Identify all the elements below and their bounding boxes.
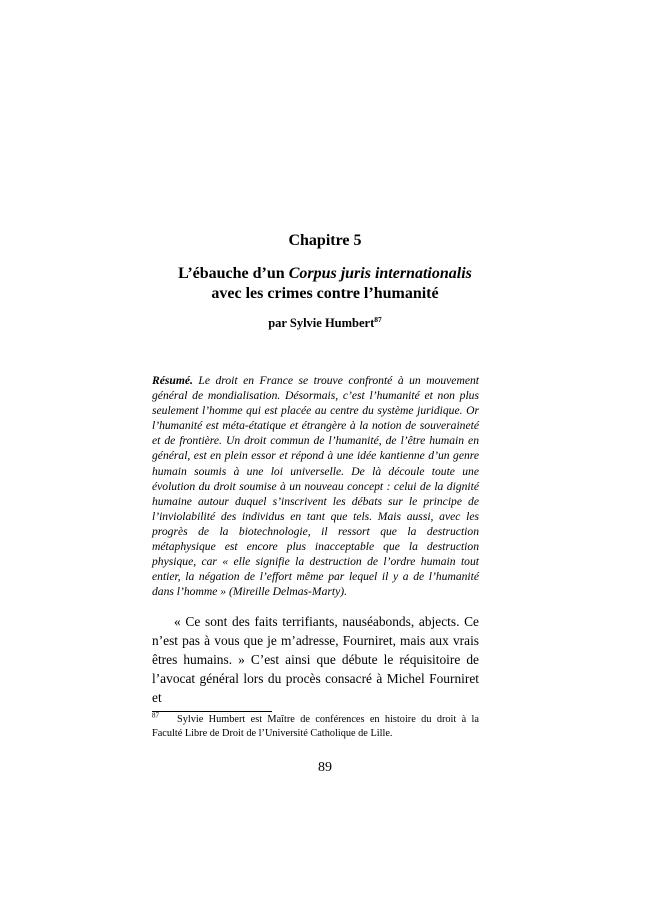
footnote-number: 87 [152,711,159,720]
abstract-label: Résumé. [152,374,193,387]
footnote-separator [152,711,272,712]
chapter-heading: Chapitre 5 [288,232,362,249]
title-italic: Corpus juris internationalis [288,265,472,282]
body-paragraph: « Ce sont des faits terrifiants, nauséabonds, abjects. Ce n’est pas à vous que je m’adresse, Fourniret, mais aux vrais êtres humains. » C’est ainsi que débute le réquisitoire de l’avocat général lors du procès consacré à Michel Fourniret et [152,614,479,705]
footnote [152,713,479,741]
author-name: par Sylvie Humbert [268,316,375,330]
page-number: 89 [318,760,332,775]
footnote-reference: 87 [374,314,382,324]
title-line-2: avec les crimes contre l’humanité [211,285,439,302]
chapter-title [0,264,650,304]
body-text [152,612,479,707]
footnote-text: Sylvie Humbert est Maître de conférences en histoire du droit à la Faculté Libre de Droit de l’Université Catholique de Lille. [152,714,479,739]
abstract-text: Le droit en France se trouve confronté à un mouvement général de mondialisation. Désormais, c’est l’humanité et non plus seulement l’homme qui est placée au centre du système juridique. Or l’humanité est méta-étatique et étrangère à la notion de souveraineté et de frontière. Un droit commun de l’humanité, de l’être humain en général, est en plein essor et répond à une idée kantienne d’un genre humain soumis à une loi universelle. De là découle toute une évolution du droit soumise à un nouveau concept : celui de la dignité humaine autour duquel s’inscrivent les débats sur le principe de l’inviolabilité des individus en tant que tels. Mais aussi, avec les progrès de la biotechnologie, il ressort que la destruction métaphysique est encore plus inacceptable que la destruction physique, car « elle signifie la destruction de l’ordre humain tout entier, la négation de l’effort même par lequel il y a de l’humanité dans l’homme » (Mireille Delmas-Marty). [152,374,479,599]
author-byline [0,315,650,331]
abstract [152,373,479,599]
title-part-1: L’ébauche d’un [178,265,289,282]
